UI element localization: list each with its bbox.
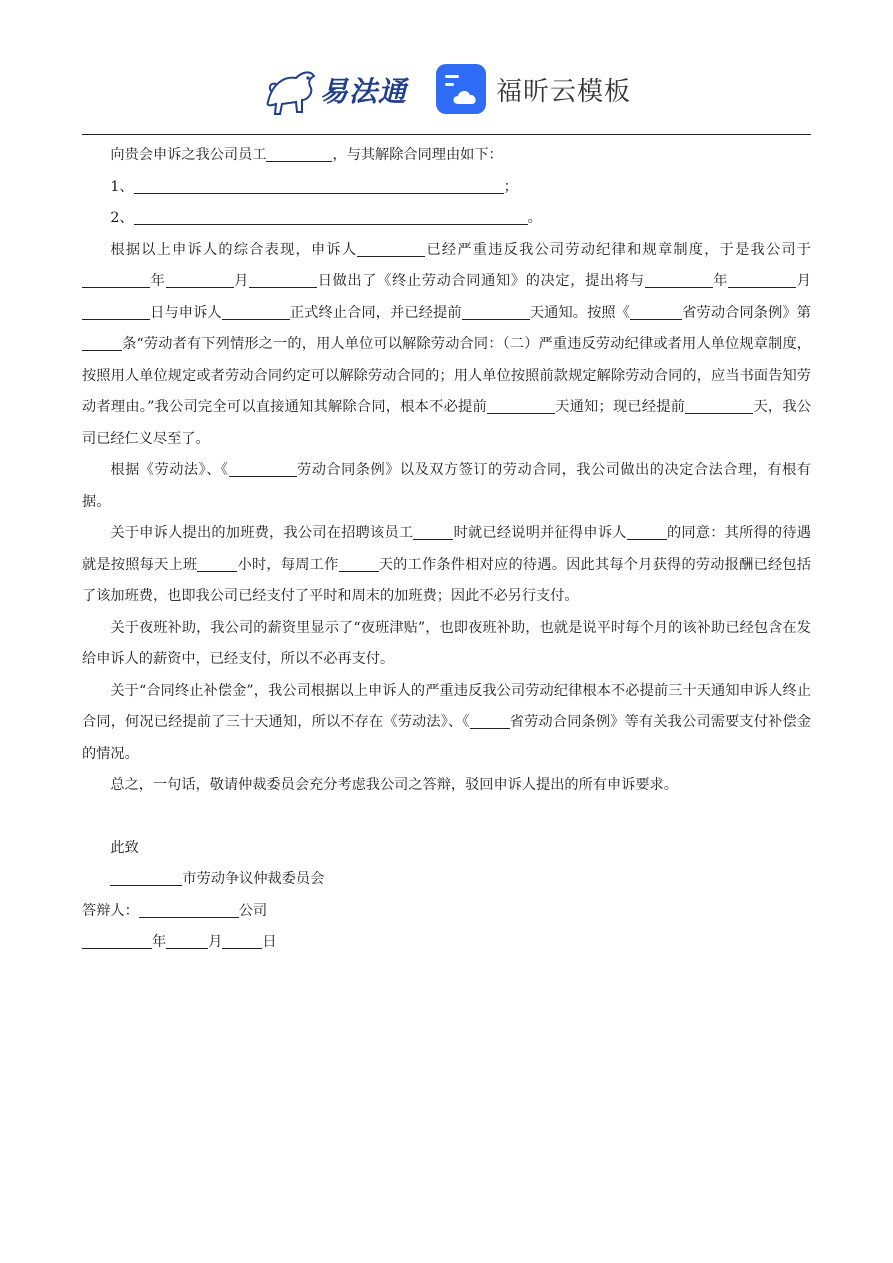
blank-field <box>685 395 753 414</box>
header-divider <box>82 134 811 135</box>
blank-field <box>630 301 682 320</box>
blank-field <box>249 269 317 288</box>
blank-field <box>166 930 208 949</box>
blank-field <box>139 899 239 918</box>
paragraph-overtime <box>82 518 811 613</box>
text: 根据以上申诉人的综合表现，申诉人 <box>110 241 358 258</box>
paragraph-reason-2 <box>82 203 811 235</box>
text: ，与其解除合同理由如下： <box>332 147 503 163</box>
logo1-text: 易法通 <box>320 75 408 108</box>
text: 年 <box>150 273 166 289</box>
blank-field <box>357 238 425 257</box>
blank-field <box>222 930 262 949</box>
text: 关于申诉人提出的加班费，我公司在招聘该员工 <box>110 525 414 541</box>
paragraph-compensation <box>82 676 811 771</box>
text: 小时，每周工作 <box>237 556 339 573</box>
paragraph-legal-basis <box>82 455 811 518</box>
text: 根据《劳动法》、《 <box>110 462 229 478</box>
paragraph-termination <box>82 235 811 456</box>
blank-field <box>134 206 528 225</box>
signoff <box>82 833 811 959</box>
text: 条“劳动者有下列情形之一的，用人单位可以解除劳动合同：（二）严重违反劳动纪律或者用人单位规章制度，按照用人单位规定或者劳动合同约定可以解除劳动合同的；用人单位按照前款规定解除劳动合同的，应当书面告知劳动者理由。”我公司完全可以直接通知其解除合同，根本不必提前 <box>82 336 811 415</box>
text: 年 <box>152 934 167 950</box>
text: 时就已经说明并征得申诉人 <box>453 525 627 541</box>
text: 日 <box>262 934 277 950</box>
paragraph-intro <box>82 140 811 172</box>
blank-field <box>229 458 297 477</box>
text: 省劳动合同条例》等有关我公司需要支付补偿金的情况。 <box>82 714 811 762</box>
text: 正式终止合同，并已经提前 <box>289 304 462 321</box>
text: 答辩人： <box>82 902 139 919</box>
paragraph-reason-1 <box>82 172 811 204</box>
text: 年 <box>712 273 729 289</box>
text: 日做出了《终止劳动合同通知》的决定，提出将与 <box>317 273 645 289</box>
text: 月 <box>208 934 223 950</box>
blank-field <box>82 930 152 949</box>
date-line <box>82 927 811 959</box>
paragraph-night-shift: 关于夜班补助，我公司的薪资里显示了“夜班津贴”，也即夜班补助，也就是说平时每个月的该补助已经包含在发给申诉人的薪资中，已经支付，所以不必再支付。 <box>82 619 811 667</box>
blank-field <box>82 301 150 320</box>
text: 1、 <box>110 178 134 195</box>
blank-field <box>470 710 510 729</box>
text: 天通知。按照《 <box>529 304 631 321</box>
text: 市劳动争议仲裁委员会 <box>182 871 325 887</box>
blank-field <box>82 269 150 288</box>
text: 。 <box>527 210 542 226</box>
text: 的同意：其所得的待遇就是按照每天上班 <box>82 525 811 573</box>
text: 月 <box>233 273 250 289</box>
text: ； <box>503 178 518 195</box>
text: 2、 <box>110 210 134 226</box>
text: 天的工作条件相对应的待遇。因此其每个月获得的劳动报酬已经包括了该加班费，也即我公司已经支付了平时和周末的加班费；因此不必另行支付。 <box>82 556 811 604</box>
document-body <box>82 140 811 959</box>
text: 已经严重违反我公司劳动纪律和规章制度，于是我公司于 <box>425 241 811 258</box>
yifatong-logo <box>262 62 412 118</box>
text: 月 <box>796 273 811 289</box>
blank-field <box>627 521 667 540</box>
blank-field <box>197 553 237 572</box>
text: 向贵会申诉之我公司员工 <box>110 147 267 163</box>
blank-field <box>645 269 713 288</box>
text: 天通知；现已经提前 <box>554 399 686 415</box>
text: 天，我公司已经仁义尽至了。 <box>82 399 811 447</box>
blank-field <box>487 395 555 414</box>
logo2-text: 福昕云模板 <box>496 77 632 107</box>
blank-field <box>462 301 530 320</box>
text: 省劳动合同条例》第 <box>682 304 811 321</box>
respondent-line <box>82 896 811 928</box>
blank-field <box>166 269 234 288</box>
blank-field <box>728 269 796 288</box>
blank-field <box>339 553 379 572</box>
paragraph-conclusion: 总之，一句话，敬请仲裁委员会充分考虑我公司之答辩，驳回申诉人提出的所有申诉要求。 <box>110 777 678 793</box>
text: 日与申诉人 <box>150 304 222 321</box>
recipient <box>82 864 811 896</box>
blank-field <box>134 175 504 194</box>
text: 劳动合同条例》以及双方签订的劳动合同，我公司做出的决定合法合理，有根有据。 <box>82 462 811 510</box>
text: 公司 <box>238 902 268 919</box>
blank-field <box>110 867 182 886</box>
page-header <box>0 58 893 122</box>
blank-field <box>266 143 332 162</box>
blank-field <box>82 332 122 351</box>
cloud-template-icon <box>436 64 486 114</box>
salutation: 此致 <box>110 839 139 856</box>
blank-field <box>222 301 290 320</box>
text: 关于“合同终止补偿金”，我公司根据以上申诉人的严重违反我公司劳动纪律根本不必提前三十天通知申诉人终止合同，何况已经提前了三十天通知，所以不存在《劳动法》、《 <box>82 682 811 730</box>
blank-field <box>413 521 453 540</box>
qilin-icon <box>262 62 320 118</box>
